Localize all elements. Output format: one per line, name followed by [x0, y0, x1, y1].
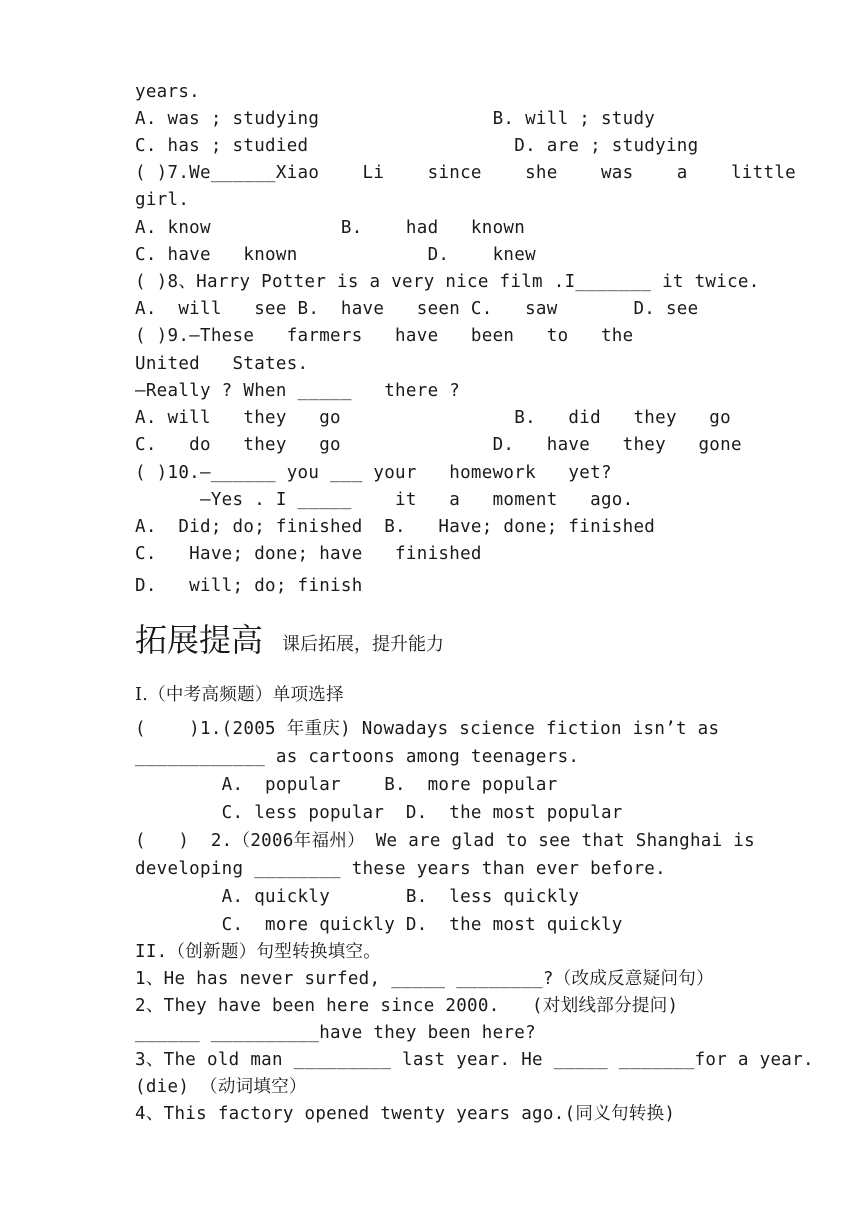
option-line: A. know B. had known [135, 218, 526, 238]
section-subtitle: 课后拓展，提升能力 [282, 634, 444, 655]
option-line: A. will see B. have seen C. saw D. see [135, 299, 699, 319]
option-line: D. will; do; finish [135, 576, 363, 596]
subsection-title: Ⅰ.（中考高频题）单项选择 [135, 685, 344, 705]
question-1: ( )1.(2005 年重庆) Nowadays science fiction isn’t as [135, 719, 720, 739]
option-line: A. was ; studying B. will ; study [135, 109, 656, 129]
text-line: United States. [135, 354, 309, 374]
question-7: ( )7.We______Xiao Li since she was a little [135, 163, 796, 183]
text-line: —Yes . I _____ it a moment ago. [135, 490, 634, 510]
question-9: ( )9.—These farmers have been to the [135, 326, 634, 346]
text-line: (die) （动词填空） [135, 1077, 307, 1097]
question-10: ( )10.—______ you ___ your homework yet? [135, 463, 612, 483]
text-line: ______ __________have they been here? [135, 1023, 536, 1043]
option-line: C. do they go D. have they gone [135, 435, 742, 455]
option-line: A. Did; do; finished B. Have; done; finished [135, 517, 656, 537]
option-line: A. popular B. more popular [135, 775, 558, 795]
option-line: C. Have; done; have finished [135, 544, 482, 564]
section-title: 拓展提高 [135, 621, 264, 659]
option-line: C. have known D. knew [135, 245, 536, 265]
question-2: ( ) 2.（2006年福州） We are glad to see that Shanghai is [135, 831, 755, 851]
exercise-3: 3、The old man _________ last year. He _____ _______for a year. [135, 1050, 814, 1070]
subsection-title: II.（创新题）句型转换填空。 [135, 942, 382, 962]
exercise-1: 1、He has never surfed, _____ ________?（改成反意疑问句） [135, 969, 714, 989]
exercise-4: 4、This factory opened twenty years ago.(同义句转换) [135, 1104, 676, 1124]
text-line: girl. [135, 190, 190, 210]
exercise-2: 2、They have been here since 2000. (对划线部分提问) [135, 996, 679, 1016]
text-line: developing ________ these years than ever before. [135, 859, 666, 879]
text-line: —Really ? When _____ there ? [135, 381, 461, 401]
option-line: A. quickly B. less quickly [135, 887, 580, 907]
option-line: A. will they go B. did they go [135, 408, 731, 428]
question-8: ( )8、Harry Potter is a very nice film .I_______ it twice. [135, 272, 760, 292]
option-line: C. less popular D. the most popular [135, 803, 623, 823]
option-line: C. has ; studied D. are ; studying [135, 136, 699, 156]
text-line: years. [135, 82, 201, 102]
option-line: C. more quickly D. the most quickly [135, 915, 623, 935]
text-line: ____________ as cartoons among teenagers. [135, 747, 580, 767]
